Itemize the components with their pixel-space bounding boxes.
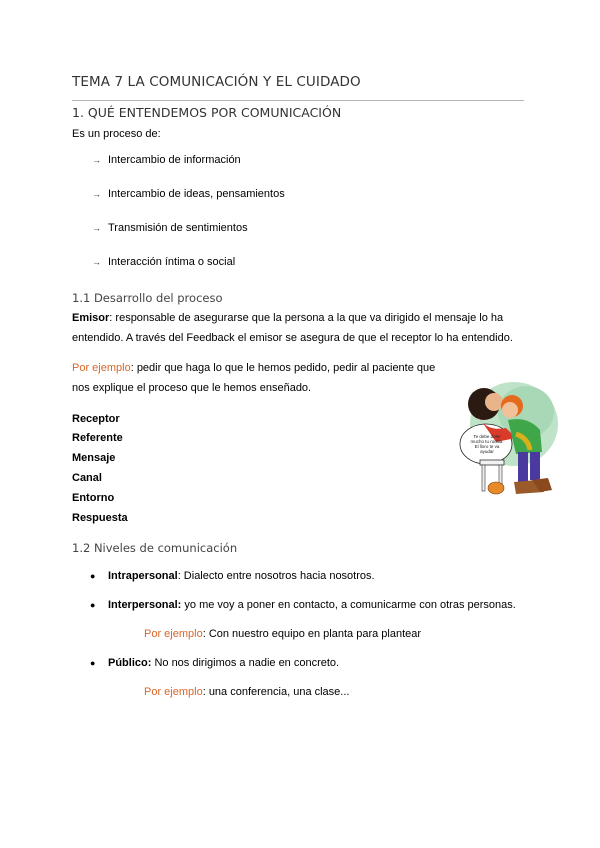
bullet-icon: ● [90, 571, 96, 581]
element-canal: Canal [72, 472, 102, 484]
section-intro: Es un proceso de: [72, 128, 161, 140]
example-line2: nos explique el proceso que le hemos enseñado. [72, 382, 312, 394]
title-divider [72, 100, 524, 101]
arrow-icon: → [92, 223, 101, 233]
illustration-comfort [456, 372, 560, 498]
element-entorno: Entorno [72, 492, 115, 504]
section-heading-1-2: 1.2 Niveles de comunicación [72, 541, 238, 555]
bullet-icon: ● [90, 600, 96, 610]
emisor-paragraph-line1: Emisor: responsable de asegurarse que la persona a la que va dirigido el mensaje lo ha [72, 312, 504, 324]
publico-example: Por ejemplo: una conferencia, una clase... [144, 686, 350, 698]
speech-bubble-text: Te debe doler mucho tu rodilla. El lloro te va ayudar [470, 434, 504, 454]
arrow-icon: → [92, 155, 101, 165]
arrow-icon: → [92, 189, 101, 199]
element-referente: Referente [72, 432, 123, 444]
level-interpersonal: ● Interpersonal: yo me voy a poner en contacto, a comunicarme con otras personas. [90, 599, 516, 611]
level-publico: ● Público: No nos dirigimos a nadie en concreto. [90, 657, 340, 669]
section-heading-1-1: 1.1 Desarrollo del proceso [72, 291, 223, 305]
list-item: → Intercambio de ideas, pensamientos [92, 188, 285, 200]
level-intrapersonal: ● Intrapersonal: Dialecto entre nosotros hacia nosotros. [90, 570, 375, 582]
section-heading-1: 1. QUÉ ENTENDEMOS POR COMUNICACIÓN [72, 105, 342, 120]
element-respuesta: Respuesta [72, 512, 128, 524]
bullet-icon: ● [90, 658, 96, 668]
emisor-paragraph-line2: entendido. A través del Feedback el emisor se asegura de que el receptor lo ha entendido. [72, 332, 513, 344]
element-receptor: Receptor [72, 413, 120, 425]
list-item: → Interacción íntima o social [92, 256, 236, 268]
example-line1: Por ejemplo: pedir que haga lo que le hemos pedido, pedir al paciente que [72, 362, 436, 374]
interpersonal-example: Por ejemplo: Con nuestro equipo en planta para plantear [144, 628, 422, 640]
element-mensaje: Mensaje [72, 452, 116, 464]
list-item: → Intercambio de información [92, 154, 241, 166]
document-title: TEMA 7 LA COMUNICACIÓN Y EL CUIDADO [72, 74, 361, 90]
list-item: → Transmisión de sentimientos [92, 222, 248, 234]
arrow-icon: → [92, 257, 101, 267]
